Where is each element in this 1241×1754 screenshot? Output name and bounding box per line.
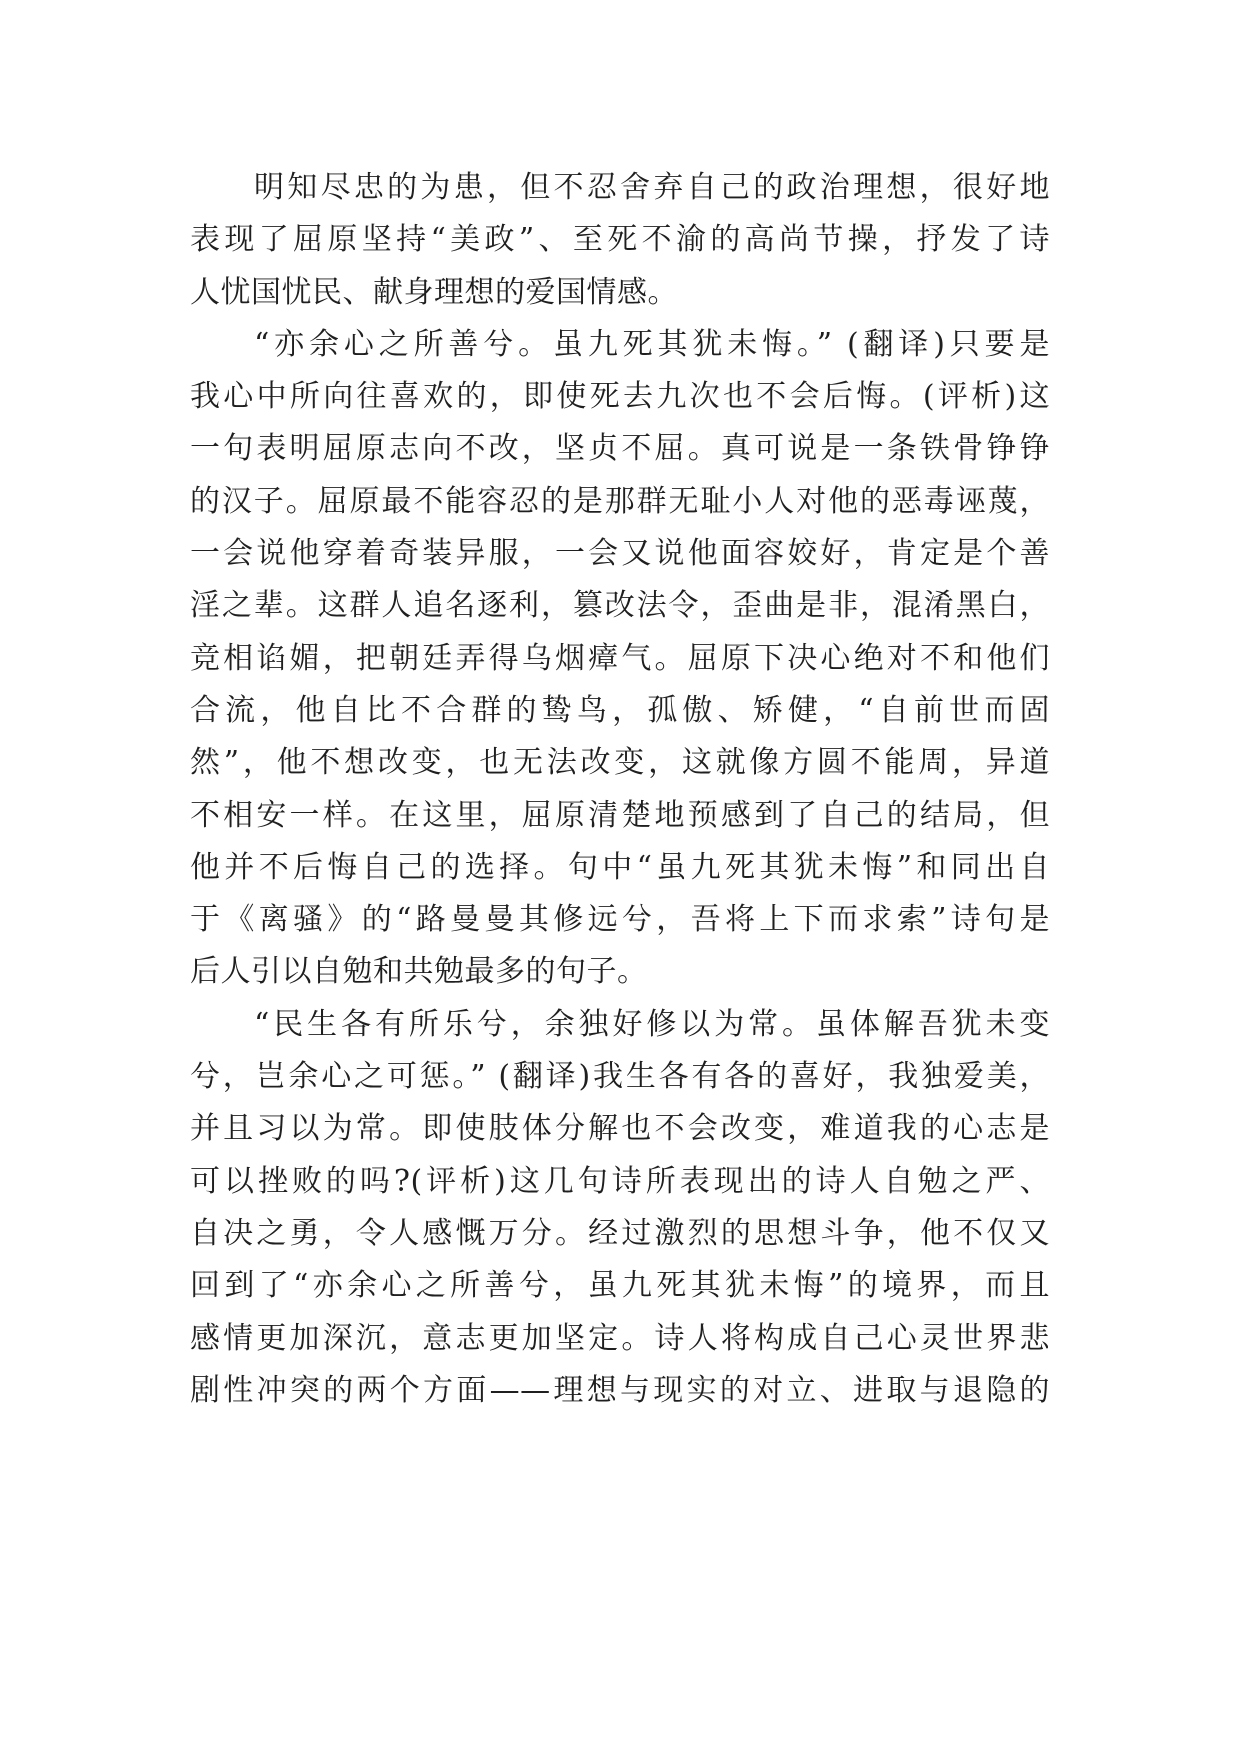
text-line: 表现了屈原坚持“美政”、至死不渝的高尚节操，抒发了诗 — [190, 222, 1050, 258]
text-line: 人忧国忧民、献身理想的爱国情感。 — [190, 274, 678, 310]
text-line: 剧性冲突的两个方面——理想与现实的对立、进取与退隐的 — [190, 1372, 1050, 1408]
text-line: 于《离骚》的“路曼曼其修远兮，吾将上下而求索”诗句是 — [190, 902, 1050, 938]
text-line: 一会说他穿着奇装异服，一会又说他面容姣好，肯定是个善 — [190, 536, 1050, 572]
text-line: 回到了“亦余心之所善兮，虽九死其犹未悔”的境界，而且 — [190, 1268, 1050, 1304]
text-line: 淫之辈。这群人追名逐利，篡改法令，歪曲是非，混淆黑白， — [190, 588, 1050, 624]
body-text — [190, 162, 1050, 1417]
text-line: 后人引以自勉和共勉最多的句子。 — [190, 954, 648, 990]
text-line: 合流，他自比不合群的鸷鸟，孤傲、矫健，“自前世而固 — [190, 692, 1050, 728]
text-line: 然”，他不想改变，也无法改变，这就像方圆不能周，异道 — [190, 745, 1050, 781]
text-line: 他并不后悔自己的选择。句中“虽九死其犹未悔”和同出自 — [190, 849, 1050, 885]
text-line: 并且习以为常。即使肢体分解也不会改变，难道我的心志是 — [190, 1111, 1050, 1147]
text-line: 自决之勇，令人感慨万分。经过激烈的思想斗争，他不仅又 — [190, 1215, 1050, 1251]
text-line: 竞相谄媚，把朝廷弄得乌烟瘴气。屈原下决心绝对不和他们 — [190, 640, 1050, 676]
text-line: 不相安一样。在这里，屈原清楚地预感到了自己的结局，但 — [190, 797, 1050, 833]
text-line: 一句表明屈原志向不改，坚贞不屈。真可说是一条铁骨铮铮 — [190, 431, 1050, 467]
text-line: 可以挫败的吗?(评析)这几句诗所表现出的诗人自勉之严、 — [190, 1163, 1050, 1199]
text-line: 的汉子。屈原最不能容忍的是那群无耻小人对他的恶毒诬蔑， — [190, 483, 1050, 519]
paragraph-first-line: 明知尽忠的为患，但不忍舍弃自己的政治理想，很好地 — [254, 170, 1050, 205]
text-line: 我心中所向往喜欢的，即使死去九次也不会后悔。(评析)这 — [190, 379, 1050, 415]
text-line: 兮，岂余心之可惩。” (翻译)我生各有各的喜好，我独爱美， — [190, 1059, 1050, 1095]
text-line: 感情更加深沉，意志更加坚定。诗人将构成自己心灵世界悲 — [190, 1320, 1050, 1356]
paragraph-first-line: “民生各有所乐兮，余独好修以为常。虽体解吾犹未变 — [254, 1006, 1050, 1042]
paragraph-first-line: “亦余心之所善兮。虽九死其犹未悔。” (翻译)只要是 — [254, 326, 1050, 362]
